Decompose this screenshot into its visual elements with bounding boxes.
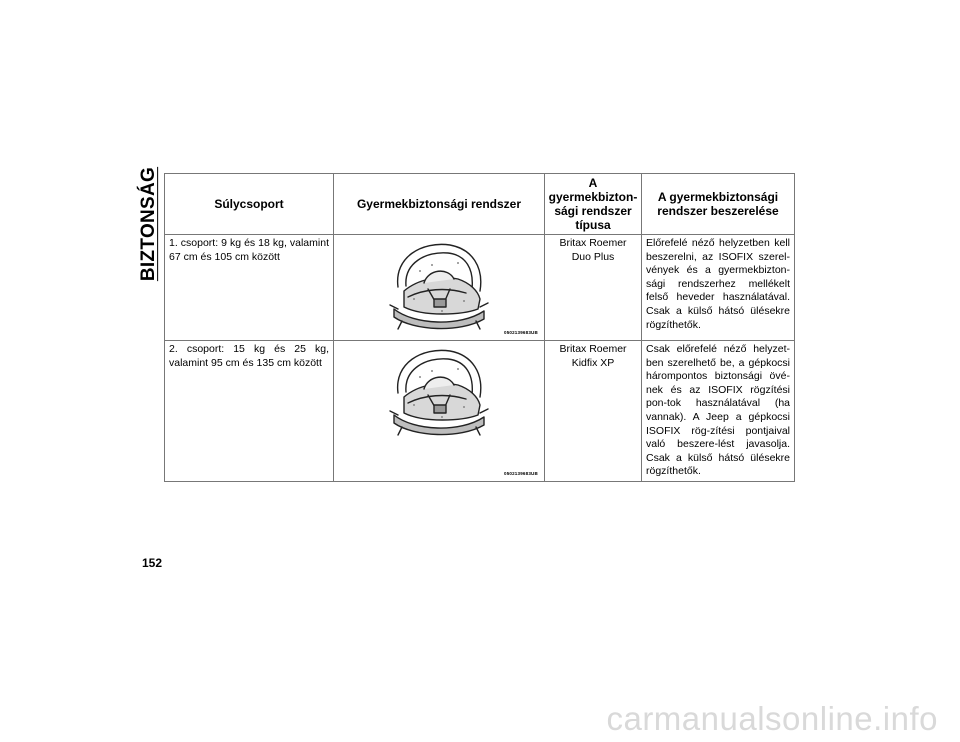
child-car-seat-illustration-icon: [384, 239, 494, 334]
child-seat-image-cell: [334, 235, 545, 341]
header-installation: A gyermekbiztonsági rendszer beszerelése: [642, 174, 795, 235]
seat-type-cell: Britax Roemer Duo Plus: [545, 235, 642, 341]
weight-group-cell: 2. csoport: 15 kg és 25 kg, valamint 95 cm és 135 cm között: [165, 341, 334, 482]
table-row: [165, 235, 795, 341]
section-side-label: [138, 166, 160, 282]
seat-type-cell: Britax Roemer Kidfix XP: [545, 341, 642, 482]
header-weight-group: Súlycsoport: [165, 174, 334, 235]
installation-cell: Előrefelé néző helyzetben kell beszerelni, az ISOFIX szerel-vények és a gyermekbizton-sági rendszerhez mellékelt felső heveder használatával. Csak a külső hátsó ülésekre rögzíthetők.: [642, 235, 795, 341]
page-number: 152: [142, 556, 163, 570]
child-seat-image-cell: [334, 341, 545, 482]
installation-cell: Csak előrefelé néző helyzet-ben szerelhető be, a gépkocsi hárompontos biztonsági övé-nek és az ISOFIX rögzítési pon-tok használatával (ha vannak). A Jeep a gépkocsi ISOFIX rög-zítési pontjaival való beszere-lést javasolja. Csak a külső hátsó ülésekre rögzíthetők.: [642, 341, 795, 482]
header-seat-type: A gyermekbizton-sági rendszer típusa: [545, 174, 642, 235]
image-code: 0502139683UB: [504, 330, 538, 335]
watermark: carmanualsonline.info: [606, 700, 938, 737]
child-car-seat-illustration-icon: [384, 345, 494, 440]
table-row: [165, 341, 795, 482]
image-code: 0502139683UB: [504, 470, 538, 476]
header-child-seat: Gyermekbiztonsági rendszer: [334, 174, 545, 235]
weight-group-cell: 1. csoport: 9 kg és 18 kg, valamint 67 cm és 105 cm között: [165, 235, 334, 341]
table-header-row: [165, 174, 795, 235]
child-seat-table: [164, 173, 795, 482]
section-title: BIZTONSÁG: [138, 166, 159, 282]
